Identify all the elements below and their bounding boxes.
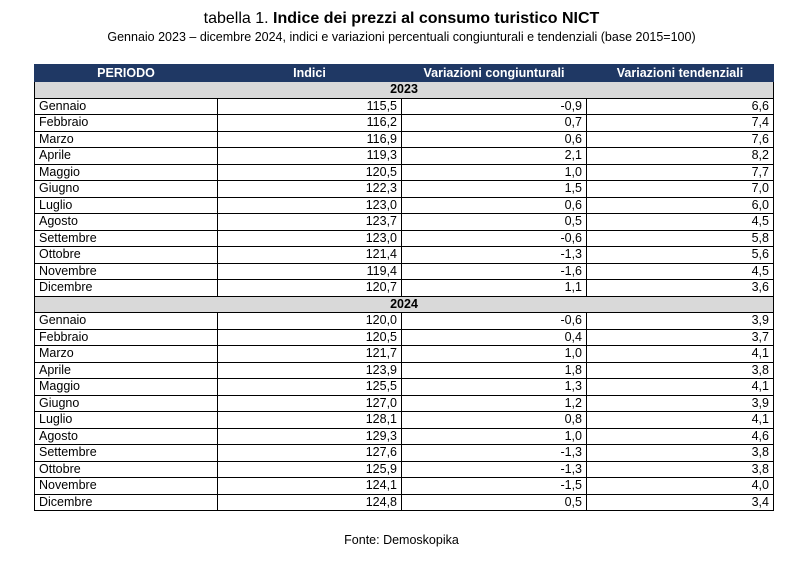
cell-variazione-tendenziale: 4,0 — [587, 478, 774, 495]
cell-variazione-congiunturale: -0,9 — [402, 98, 587, 115]
table-row — [35, 131, 774, 148]
header-periodo: PERIODO — [35, 65, 218, 82]
cell-variazione-tendenziale: 7,0 — [587, 181, 774, 198]
table-row — [35, 214, 774, 231]
cell-indici: 116,9 — [218, 131, 402, 148]
cell-indici: 121,7 — [218, 346, 402, 363]
table-header — [35, 65, 774, 82]
cell-periodo: Giugno — [35, 395, 218, 412]
table-row — [35, 445, 774, 462]
cell-variazione-congiunturale: 1,5 — [402, 181, 587, 198]
cell-variazione-congiunturale: 1,3 — [402, 379, 587, 396]
cell-variazione-tendenziale: 5,8 — [587, 230, 774, 247]
cell-variazione-tendenziale: 4,5 — [587, 214, 774, 231]
year-label: 2024 — [35, 296, 774, 313]
cell-variazione-congiunturale: -1,6 — [402, 263, 587, 280]
cell-variazione-tendenziale: 3,8 — [587, 461, 774, 478]
table-body — [35, 82, 774, 511]
year-row — [35, 296, 774, 313]
cell-indici: 120,7 — [218, 280, 402, 297]
table-row — [35, 395, 774, 412]
cell-periodo: Settembre — [35, 230, 218, 247]
table-row — [35, 263, 774, 280]
cell-variazione-congiunturale: 1,0 — [402, 164, 587, 181]
cell-variazione-congiunturale: 1,8 — [402, 362, 587, 379]
cell-indici: 123,0 — [218, 197, 402, 214]
cell-indici: 119,3 — [218, 148, 402, 165]
cell-variazione-tendenziale: 6,6 — [587, 98, 774, 115]
cell-variazione-tendenziale: 3,4 — [587, 494, 774, 511]
cell-variazione-congiunturale: -1,3 — [402, 445, 587, 462]
table-row — [35, 494, 774, 511]
cell-indici: 125,9 — [218, 461, 402, 478]
table-row — [35, 478, 774, 495]
cell-indici: 121,4 — [218, 247, 402, 264]
cell-indici: 115,5 — [218, 98, 402, 115]
cell-variazione-tendenziale: 4,1 — [587, 346, 774, 363]
table-title-prefix: tabella 1. — [203, 10, 269, 27]
cell-variazione-tendenziale: 4,6 — [587, 428, 774, 445]
table-row — [35, 461, 774, 478]
cell-variazione-congiunturale: 2,1 — [402, 148, 587, 165]
cell-variazione-congiunturale: 0,8 — [402, 412, 587, 429]
cell-indici: 116,2 — [218, 115, 402, 132]
cell-periodo: Novembre — [35, 478, 218, 495]
table-row — [35, 247, 774, 264]
cell-periodo: Dicembre — [35, 494, 218, 511]
table-row — [35, 412, 774, 429]
cell-variazione-congiunturale: 0,5 — [402, 494, 587, 511]
cell-indici: 119,4 — [218, 263, 402, 280]
cell-indici: 120,5 — [218, 329, 402, 346]
table-subtitle: Gennaio 2023 – dicembre 2024, indici e variazioni percentuali congiunturali e tendenziali (base 2015=100) — [107, 30, 696, 44]
cell-indici: 120,5 — [218, 164, 402, 181]
cell-variazione-tendenziale: 7,7 — [587, 164, 774, 181]
cell-variazione-tendenziale: 7,6 — [587, 131, 774, 148]
cell-variazione-congiunturale: -0,6 — [402, 230, 587, 247]
cell-periodo: Febbraio — [35, 115, 218, 132]
cell-indici: 122,3 — [218, 181, 402, 198]
cell-variazione-congiunturale: -0,6 — [402, 313, 587, 330]
cell-indici: 125,5 — [218, 379, 402, 396]
table-row — [35, 428, 774, 445]
cell-variazione-congiunturale: 1,1 — [402, 280, 587, 297]
table-row — [35, 164, 774, 181]
cell-variazione-tendenziale: 8,2 — [587, 148, 774, 165]
cell-variazione-tendenziale: 4,5 — [587, 263, 774, 280]
table-row — [35, 181, 774, 198]
table-row — [35, 197, 774, 214]
cell-variazione-tendenziale: 6,0 — [587, 197, 774, 214]
cell-variazione-tendenziale: 3,9 — [587, 395, 774, 412]
cell-variazione-congiunturale: -1,3 — [402, 461, 587, 478]
cell-periodo: Marzo — [35, 131, 218, 148]
cell-variazione-tendenziale: 4,1 — [587, 412, 774, 429]
cell-indici: 123,9 — [218, 362, 402, 379]
cell-variazione-congiunturale: 0,6 — [402, 197, 587, 214]
cell-periodo: Aprile — [35, 148, 218, 165]
source-note: Fonte: Demoskopika — [344, 533, 459, 547]
header-variazioni-congiunturali: Variazioni congiunturali — [402, 65, 587, 82]
cell-variazione-tendenziale: 7,4 — [587, 115, 774, 132]
header-row — [35, 65, 774, 82]
table-row — [35, 280, 774, 297]
cell-indici: 128,1 — [218, 412, 402, 429]
year-row — [35, 82, 774, 99]
table-row — [35, 379, 774, 396]
cell-indici: 124,8 — [218, 494, 402, 511]
cell-variazione-congiunturale: 0,6 — [402, 131, 587, 148]
cell-variazione-congiunturale: 0,4 — [402, 329, 587, 346]
cell-periodo: Novembre — [35, 263, 218, 280]
cell-periodo: Dicembre — [35, 280, 218, 297]
table-row — [35, 346, 774, 363]
table-row — [35, 313, 774, 330]
cell-variazione-tendenziale: 3,7 — [587, 329, 774, 346]
table-title — [0, 9, 803, 29]
table-row — [35, 115, 774, 132]
cell-variazione-tendenziale: 3,8 — [587, 362, 774, 379]
cell-periodo: Maggio — [35, 164, 218, 181]
cell-variazione-tendenziale: 5,6 — [587, 247, 774, 264]
table-title-main: Indice dei prezzi al consumo turistico NICT — [273, 10, 600, 27]
cell-periodo: Aprile — [35, 362, 218, 379]
cell-indici: 123,7 — [218, 214, 402, 231]
table-row — [35, 98, 774, 115]
cell-periodo: Maggio — [35, 379, 218, 396]
table-row — [35, 329, 774, 346]
cell-periodo: Agosto — [35, 428, 218, 445]
cell-variazione-congiunturale: 0,5 — [402, 214, 587, 231]
cell-indici: 123,0 — [218, 230, 402, 247]
table-row — [35, 230, 774, 247]
cell-variazione-congiunturale: 0,7 — [402, 115, 587, 132]
cell-periodo: Gennaio — [35, 313, 218, 330]
price-index-table — [34, 64, 774, 511]
cell-variazione-congiunturale: 1,0 — [402, 346, 587, 363]
cell-periodo: Febbraio — [35, 329, 218, 346]
cell-periodo: Gennaio — [35, 98, 218, 115]
cell-variazione-congiunturale: -1,5 — [402, 478, 587, 495]
cell-periodo: Marzo — [35, 346, 218, 363]
cell-periodo: Agosto — [35, 214, 218, 231]
header-variazioni-tendenziali: Variazioni tendenziali — [587, 65, 774, 82]
cell-variazione-congiunturale: 1,0 — [402, 428, 587, 445]
cell-variazione-tendenziale: 4,1 — [587, 379, 774, 396]
cell-indici: 127,0 — [218, 395, 402, 412]
cell-indici: 124,1 — [218, 478, 402, 495]
cell-indici: 127,6 — [218, 445, 402, 462]
cell-variazione-tendenziale: 3,9 — [587, 313, 774, 330]
cell-periodo: Settembre — [35, 445, 218, 462]
cell-indici: 129,3 — [218, 428, 402, 445]
cell-variazione-congiunturale: 1,2 — [402, 395, 587, 412]
cell-variazione-tendenziale: 3,8 — [587, 445, 774, 462]
cell-variazione-tendenziale: 3,6 — [587, 280, 774, 297]
cell-periodo: Giugno — [35, 181, 218, 198]
table-row — [35, 148, 774, 165]
header-indici: Indici — [218, 65, 402, 82]
table-row — [35, 362, 774, 379]
cell-indici: 120,0 — [218, 313, 402, 330]
cell-periodo: Luglio — [35, 412, 218, 429]
cell-variazione-congiunturale: -1,3 — [402, 247, 587, 264]
cell-periodo: Ottobre — [35, 247, 218, 264]
year-label: 2023 — [35, 82, 774, 99]
cell-periodo: Luglio — [35, 197, 218, 214]
cell-periodo: Ottobre — [35, 461, 218, 478]
